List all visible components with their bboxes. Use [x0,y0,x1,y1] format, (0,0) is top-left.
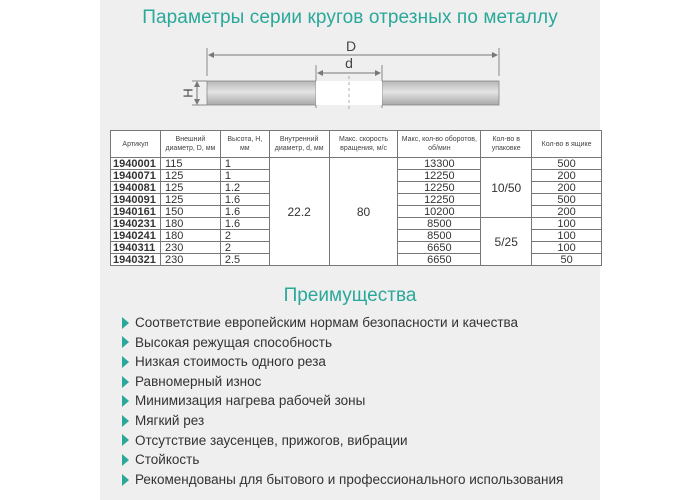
advantage-text: Мягкий рез [135,412,205,428]
advantage-text: Низкая стоимость одного реза [135,354,326,370]
disc-right-section [382,81,499,105]
height-cell: 1 [220,170,269,182]
list-item [122,391,563,411]
header-max-rpm: Макс, кол-во оборотов, об/мин [398,131,481,158]
header-box-qty: Кол-во в ящике [532,131,602,158]
advantages-list [122,313,563,489]
max-rpm-cell: 12250 [398,194,481,206]
outer-diameter-cell: 150 [160,206,220,218]
height-cell: 1.2 [220,182,269,194]
advantage-text: Высокая режущая способность [135,334,333,350]
outer-diameter-cell: 125 [160,182,220,194]
box-qty-cell: 50 [532,254,602,266]
bullet-arrow-icon [122,395,129,407]
pack-qty-merged-cell-1: 10/50 [481,158,532,218]
list-item [122,470,563,490]
box-qty-cell: 500 [532,158,602,170]
header-inner-diameter: Внутренний диаметр, d, мм [269,131,329,158]
bullet-arrow-icon [122,376,129,388]
bullet-arrow-icon [122,434,129,446]
header-pack-qty: Кол-во в упаковке [481,131,532,158]
disc-left-section [207,81,316,105]
advantage-text: Отсутствие заусенцев, прижогов, вибрации [135,432,408,448]
advantage-text: Стойкость [135,452,200,468]
header-height: Высота, H, мм [220,131,269,158]
article-cell: 1940001 [111,158,161,170]
box-qty-cell: 200 [532,170,602,182]
article-cell: 1940231 [111,218,161,230]
outer-diameter-cell: 180 [160,218,220,230]
max-rpm-cell: 8500 [398,230,481,242]
bullet-arrow-icon [122,474,129,486]
header-article: Артикул [111,131,161,158]
inner-diameter-label: d [345,55,353,71]
max-rpm-cell: 10200 [398,206,481,218]
list-item [122,372,563,392]
max-rpm-cell: 12250 [398,170,481,182]
advantage-text: Минимизация нагрева рабочей зоны [135,393,366,409]
max-rpm-cell: 6650 [398,254,481,266]
advantage-text: Равномерный износ [135,373,262,389]
disc-cross-section-diagram [100,32,600,132]
page-title: Параметры серии кругов отрезных по металлу [142,7,558,28]
list-item [122,333,563,353]
height-cell: 1.6 [220,218,269,230]
box-qty-cell: 200 [532,206,602,218]
list-item [122,411,563,431]
height-label: H [180,88,196,98]
max-rpm-cell: 13300 [398,158,481,170]
outer-diameter-cell: 115 [160,158,220,170]
outer-diameter-label: D [345,38,357,54]
article-cell: 1940161 [111,206,161,218]
outer-diameter-cell: 125 [160,170,220,182]
bullet-arrow-icon [122,454,129,466]
header-outer-diameter: Внешний диаметр, D, мм [160,131,220,158]
inner-diameter-merged-cell: 22.2 [269,158,329,266]
outer-diameter-cell: 230 [160,242,220,254]
box-qty-cell: 100 [532,242,602,254]
box-qty-cell: 500 [532,194,602,206]
box-qty-cell: 200 [532,182,602,194]
article-cell: 1940081 [111,182,161,194]
list-item [122,352,563,372]
table-header-row [111,131,602,158]
advantage-text: Рекомендованы для бытового и профессионального использования [135,471,564,487]
outer-diameter-cell: 180 [160,230,220,242]
article-cell: 1940071 [111,170,161,182]
list-item [122,450,563,470]
advantage-text: Соответствие европейским нормам безопасности и качества [135,315,519,330]
article-cell: 1940241 [111,230,161,242]
height-cell: 1.6 [220,206,269,218]
max-rpm-cell: 12250 [398,182,481,194]
height-cell: 1 [220,158,269,170]
header-max-speed: Макс. скорость вращения, м/с [329,131,398,158]
article-cell: 1940311 [111,242,161,254]
parameters-table [110,130,602,266]
article-cell: 1940321 [111,254,161,266]
outer-diameter-cell: 230 [160,254,220,266]
pack-qty-merged-cell-2: 5/25 [481,218,532,266]
height-cell: 2 [220,242,269,254]
box-qty-cell: 100 [532,230,602,242]
max-rpm-cell: 6650 [398,242,481,254]
max-rpm-cell: 8500 [398,218,481,230]
bullet-arrow-icon [122,317,129,329]
advantages-title: Преимущества [283,285,417,306]
height-cell: 2.5 [220,254,269,266]
bullet-arrow-icon [122,415,129,427]
box-qty-cell: 100 [532,218,602,230]
table-row [111,158,602,170]
list-item [122,313,563,333]
outer-diameter-cell: 125 [160,194,220,206]
bullet-arrow-icon [122,336,129,348]
height-cell: 2 [220,230,269,242]
max-speed-merged-cell: 80 [329,158,398,266]
bullet-arrow-icon [122,356,129,368]
height-cell: 1.6 [220,194,269,206]
article-cell: 1940091 [111,194,161,206]
list-item [122,431,563,451]
